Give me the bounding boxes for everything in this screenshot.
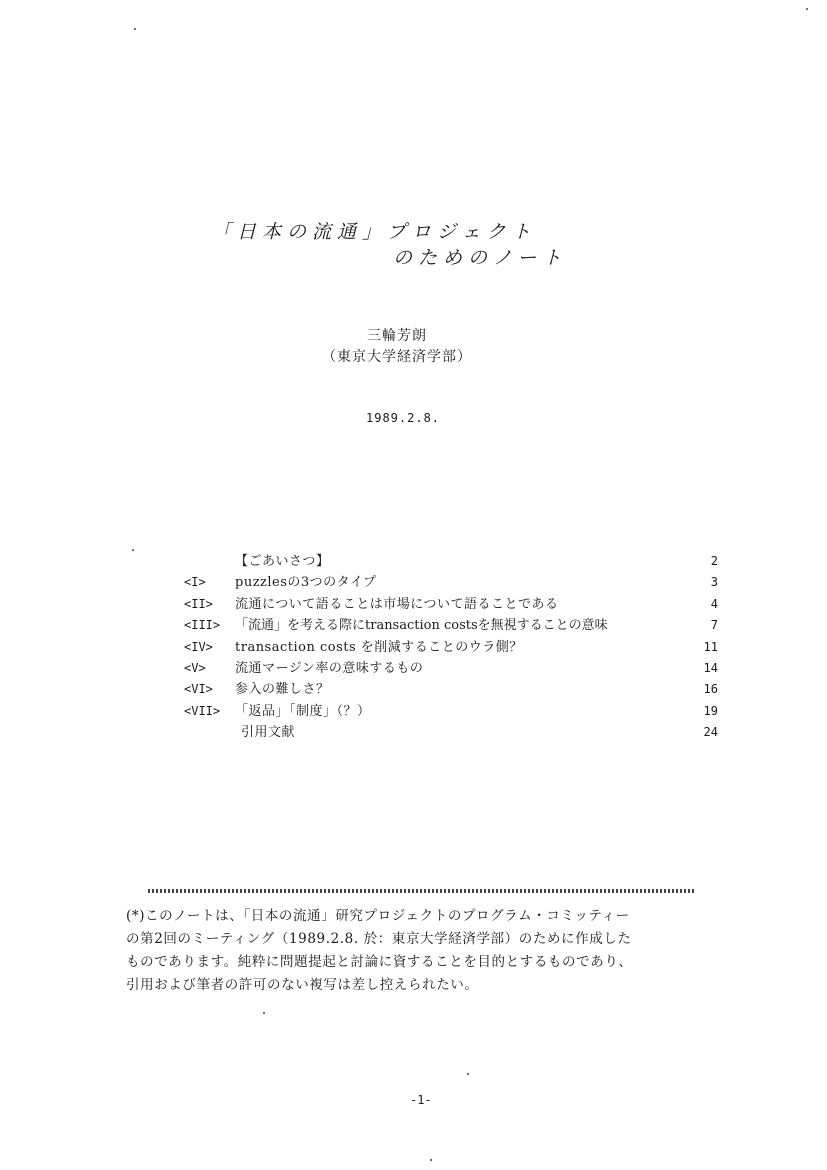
- toc-entry-number: <IV>: [184, 639, 213, 654]
- table-of-contents: [184, 551, 722, 744]
- scan-speck: [806, 8, 808, 10]
- toc-entry-page: 24: [703, 725, 718, 740]
- toc-entry-number: <III>: [184, 618, 221, 633]
- toc-entry-page: 7: [710, 618, 718, 633]
- toc-entry-number: <VII>: [184, 703, 221, 718]
- toc-entry: [184, 572, 722, 593]
- toc-entry-title: 参入の難しさ？: [235, 682, 330, 698]
- toc-entry: [184, 594, 722, 615]
- title-line-1: 「日本の流通」プロジェクト: [212, 221, 537, 243]
- toc-entry: [184, 679, 722, 700]
- toc-entry-title: puzzlesの3つのタイプ: [235, 575, 377, 591]
- author-name: 三輪芳朗: [367, 328, 427, 344]
- title-line-2: のためのノート: [393, 247, 568, 269]
- footnote-line: ものであります。純粋に問題提起と討論に資することを目的とするものであり、: [126, 954, 633, 970]
- toc-entry-page: 11: [703, 639, 718, 654]
- document-date: 1989.2.8.: [366, 411, 441, 425]
- toc-entry: [184, 722, 722, 743]
- toc-entry-title: 「流通」を考える際にtransaction costsを無視することの意味: [235, 618, 608, 634]
- toc-entry-page: 3: [710, 575, 718, 590]
- scan-speck: [132, 549, 134, 551]
- toc-entry: [184, 658, 722, 679]
- toc-entry-title: transaction costs を削減することのウラ側？: [235, 639, 523, 655]
- toc-entry-number: <VI>: [184, 682, 213, 697]
- toc-entry-page: 4: [710, 596, 718, 611]
- toc-entry-page: 19: [703, 703, 718, 718]
- toc-entry-number: <I>: [184, 575, 206, 590]
- toc-entry-title: 【ごあいさつ】: [235, 554, 330, 569]
- author-affiliation: （東京大学経済学部）: [322, 349, 472, 365]
- footnote-line: の第2回のミーティング（1989.2.8. 於：東京大学経済学部）のために作成した: [126, 931, 632, 947]
- toc-entry-title: 「返品」「制度」（？）: [235, 703, 371, 719]
- toc-entry-page: 16: [703, 682, 718, 697]
- toc-entry-page: 14: [703, 660, 718, 675]
- toc-entry-number: <V>: [184, 660, 206, 675]
- footnote: [126, 905, 726, 997]
- toc-entry-page: 2: [710, 554, 718, 568]
- footnote-divider: [148, 889, 696, 893]
- scan-speck: [134, 28, 136, 30]
- toc-entry: [184, 637, 722, 658]
- toc-entry: [184, 615, 722, 636]
- toc-entry-number: <II>: [184, 596, 213, 611]
- scan-speck: [263, 1012, 265, 1014]
- toc-entry-title: 流通について語ることは市場について語ることである: [235, 596, 559, 612]
- scan-speck: [467, 1073, 469, 1075]
- footnote-line: (*)このノートは、「日本の流通」研究プロジェクトのプログラム・コミッティー: [126, 908, 630, 924]
- page-number: -1-: [410, 1093, 432, 1107]
- toc-entry-title: 流通マージン率の意味するもの: [235, 660, 424, 676]
- toc-entry-title: 引用文献: [241, 725, 296, 741]
- footnote-line: 引用および筆者の許可のない複写は差し控えられたい。: [126, 977, 479, 993]
- scan-speck: [430, 1159, 432, 1161]
- toc-entry: [184, 551, 722, 572]
- toc-entry: [184, 701, 722, 722]
